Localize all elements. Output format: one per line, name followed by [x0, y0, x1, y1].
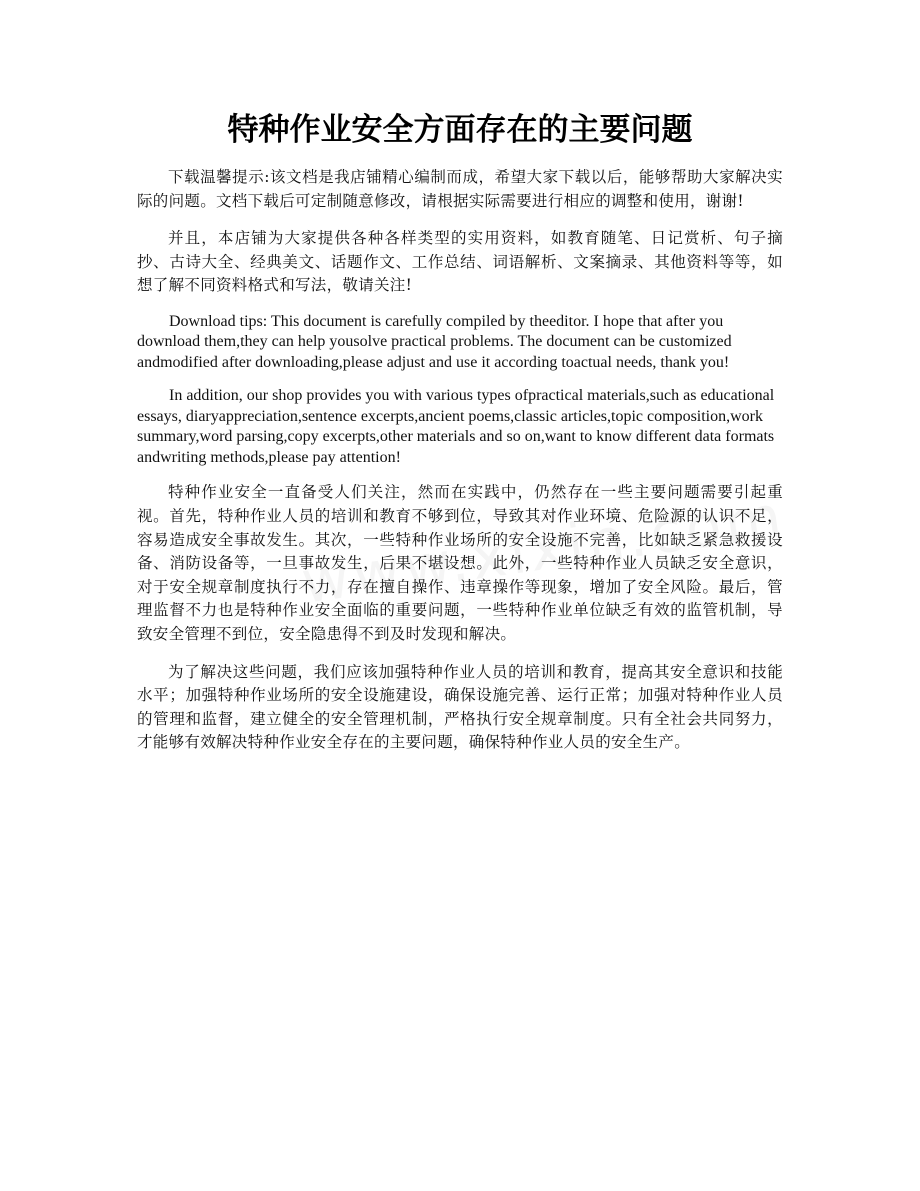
paragraph-shop-notice-cn: 并且，本店铺为大家提供各种各样类型的实用资料，如教育随笔、日记赏析、句子摘抄、古诗大全、经典美文、话题作文、工作总结、词语解析、文案摘录、其他资料等等，如想了解不同资料格式和写法，敬请关注! — [137, 229, 783, 295]
document-title: 特种作业安全方面存在的主要问题 — [227, 112, 693, 148]
paragraph-download-notice-cn: 下载温馨提示:该文档是我店铺精心编制而成，希望大家下载以后，能够帮助大家解决实际的问题。文档下载后可定制随意修改，请根据实际需要进行相应的调整和使用，谢谢! — [137, 168, 783, 210]
paragraph-shop-notice-en: In addition, our shop provides you with various types ofpractical materials,such as educational essays, diaryappreciation,sentence excerpts,ancient poems,classic articles,topic composition,work summary,word parsing,copy excerpts,other materials and so on,want to know different data formats andwriting methods,please pay attention! — [137, 387, 775, 466]
paragraph-download-tips-en: Download tips: This document is carefully compiled by theeditor. I hope that after you download them,they can help yousolve practical problems. The document can be customized andmodified after downloading,please adjust and use it according toactual needs, thank you! — [137, 312, 732, 371]
paragraph-main-problems: 特种作业安全一直备受人们关注，然而在实践中，仍然存在一些主要问题需要引起重视。首先，特种作业人员的培训和教育不够到位，导致其对作业环境、危险源的认识不足，容易造成安全事故发生。其次，一些特种作业场所的安全设施不完善，比如缺乏紧急救援设备、消防设备等，一旦事故发生，后果不堪设想。此外，一些特种作业人员缺乏安全意识，对于安全规章制度执行不力，存在擅自操作、违章操作等现象，增加了安全风险。最后，管理监督不力也是特种作业安全面临的重要问题，一些特种作业单位缺乏有效的监管机制，导致安全管理不到位，安全隐患得不到及时发现和解决。 — [137, 483, 783, 644]
document-body — [137, 166, 783, 755]
paragraph-solutions: 为了解决这些问题，我们应该加强特种作业人员的培训和教育，提高其安全意识和技能水平；加强特种作业场所的安全设施建设，确保设施完善、运行正常；加强对特种作业人员的管理和监督，建立健全的安全管理机制，严格执行安全规章制度。只有全社会共同努力，才能够有效解决特种作业安全存在的主要问题，确保特种作业人员的安全生产。 — [137, 662, 783, 752]
